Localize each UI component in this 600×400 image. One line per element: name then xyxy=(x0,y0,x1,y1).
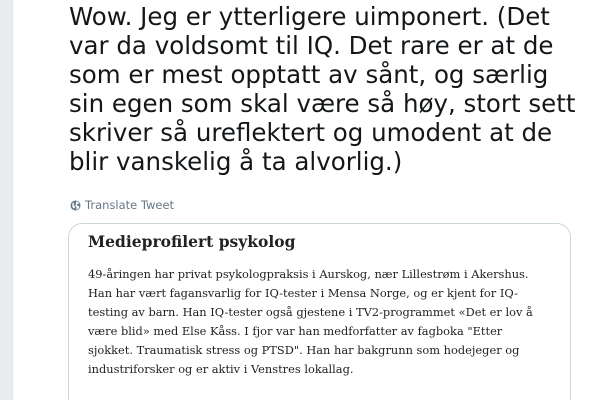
quoted-article-card[interactable] xyxy=(68,223,571,400)
tweet-line: som er mest opptatt av sånt, og særlig xyxy=(69,60,549,89)
card-line: være blid» med Else Kåss. I fjor var han medforfatter av fagboka "Etter xyxy=(88,324,503,338)
card-line: sjokket. Traumatisk stress og PTSD". Han har bakgrunn som hodejeger og xyxy=(88,343,520,357)
tweet-line: blir vanskelig å ta alvorlig.) xyxy=(69,147,403,176)
globe-icon xyxy=(70,200,81,211)
card-title: Medieprofilert psykolog xyxy=(88,232,296,251)
tweet-line: var da voldsomt til IQ. Det rare er at de xyxy=(69,31,554,60)
tweet-text xyxy=(69,2,597,176)
card-line: Han har vært fagansvarlig for IQ-tester i Mensa Norge, og er kjent for IQ- xyxy=(88,286,518,300)
left-rail xyxy=(0,0,13,400)
translate-label: Translate Tweet xyxy=(85,198,175,212)
card-line: 49-åringen har privat psykologpraksis i Aurskog, nær Lillestrøm i Akershus. xyxy=(88,267,529,281)
card-line: industriforsker og er aktiv i Venstres lokallag. xyxy=(88,362,354,376)
tweet-line: sin egen som skal være så høy, stort sett xyxy=(69,89,576,118)
card-body xyxy=(88,265,568,379)
card-line: testing av barn. Han IQ-tester også gjestene i TV2-programmet «Det er lov å xyxy=(88,305,533,319)
tweet-line: Wow. Jeg er ytterligere uimponert. (Det xyxy=(69,2,550,31)
tweet-line: skriver så ureflektert og umodent at de xyxy=(69,118,553,147)
translate-tweet-link[interactable] xyxy=(70,198,174,212)
